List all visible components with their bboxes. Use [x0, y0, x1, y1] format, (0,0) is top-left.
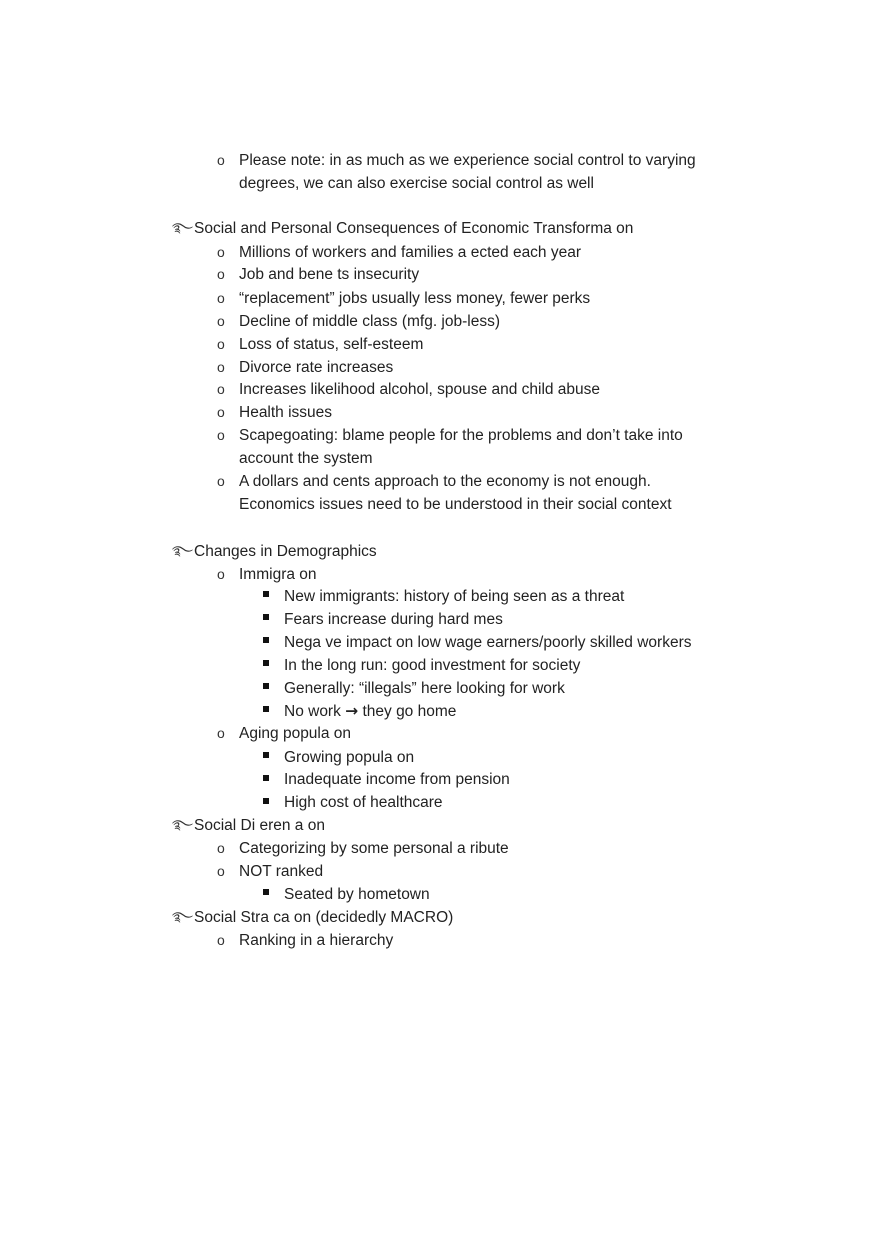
bullet-square — [263, 683, 269, 689]
list-item: Increases likelihood alcohol, spouse and child abuse — [239, 381, 601, 398]
list-item — [284, 700, 456, 723]
bullet-circle: o — [217, 244, 225, 260]
bullet-square — [263, 614, 269, 620]
list-item-text: No work — [284, 703, 346, 720]
bullet-circle: o — [217, 863, 225, 879]
list-item: Ranking in a hierarchy — [239, 932, 394, 949]
bullet-square — [263, 660, 269, 666]
list-item: Loss of status, self-esteem — [239, 336, 424, 353]
list-item: Categorizing by some personal a ribute — [239, 840, 509, 857]
arrow-right-icon: → — [345, 702, 359, 720]
bullet-circle: o — [217, 290, 225, 306]
bullet-square — [263, 706, 269, 712]
list-item: New immigrants: history of being seen as a threat — [284, 588, 625, 605]
section-bullet-icon: ࿐ — [172, 544, 194, 559]
section-bullet-icon: ࿐ — [172, 221, 194, 236]
list-item: Nega ve impact on low wage earners/poorly skilled workers — [284, 634, 692, 651]
bullet-circle: o — [217, 566, 225, 582]
list-item: Generally: “illegals” here looking for work — [284, 680, 565, 697]
list-item: NOT ranked — [239, 863, 324, 880]
section-bullet-icon: ࿐ — [172, 818, 194, 833]
list-item: High cost of healthcare — [284, 794, 443, 811]
bullet-circle: o — [217, 427, 225, 443]
heading-differentiation: Social Di eren a on — [194, 817, 325, 834]
bullet-circle: o — [217, 932, 225, 948]
note-line-2: degrees, we can also exercise social control as well — [239, 175, 594, 192]
bullet-circle: o — [217, 404, 225, 420]
bullet-square — [263, 637, 269, 643]
list-item: Job and bene ts insecurity — [239, 266, 420, 283]
list-item: “replacement” jobs usually less money, fewer perks — [239, 290, 591, 307]
heading-demographics: Changes in Demographics — [194, 543, 377, 560]
bullet-circle: o — [217, 359, 225, 375]
list-item: Health issues — [239, 404, 333, 421]
subheading-aging: Aging popula on — [239, 725, 352, 742]
bullet-square — [263, 752, 269, 758]
list-item: In the long run: good investment for society — [284, 657, 581, 674]
note-line-1: Please note: in as much as we experience social control to varying — [239, 152, 696, 169]
bullet-circle: o — [217, 381, 225, 397]
bullet-circle: o — [217, 152, 225, 168]
list-item: Inadequate income from pension — [284, 771, 510, 788]
bullet-circle: o — [217, 840, 225, 856]
bullet-circle: o — [217, 473, 225, 489]
bullet-square — [263, 889, 269, 895]
section-bullet-icon: ࿐ — [172, 910, 194, 925]
list-item: Scapegoating: blame people for the problems and don’t take into — [239, 427, 683, 444]
list-item: Seated by hometown — [284, 886, 430, 903]
heading-economic: Social and Personal Consequences of Economic Transforma on — [194, 220, 634, 237]
list-item: Growing popula on — [284, 749, 415, 766]
list-item: A dollars and cents approach to the economy is not enough. — [239, 473, 651, 490]
list-item-continued: Economics issues need to be understood in their social context — [239, 496, 672, 513]
heading-stratification: Social Stra ca on (decidedly MACRO) — [194, 909, 454, 926]
list-item: Fears increase during hard mes — [284, 611, 503, 628]
list-item: Divorce rate increases — [239, 359, 394, 376]
list-item-continued: account the system — [239, 450, 373, 467]
bullet-square — [263, 798, 269, 804]
list-item: Millions of workers and families a ected each year — [239, 244, 582, 261]
bullet-circle: o — [217, 725, 225, 741]
subheading-immigration: Immigra on — [239, 566, 317, 583]
list-item-text: they go home — [358, 703, 457, 720]
bullet-circle: o — [217, 266, 225, 282]
bullet-circle: o — [217, 313, 225, 329]
bullet-square — [263, 591, 269, 597]
bullet-circle: o — [217, 336, 225, 352]
list-item: Decline of middle class (mfg. job-less) — [239, 313, 501, 330]
bullet-square — [263, 775, 269, 781]
